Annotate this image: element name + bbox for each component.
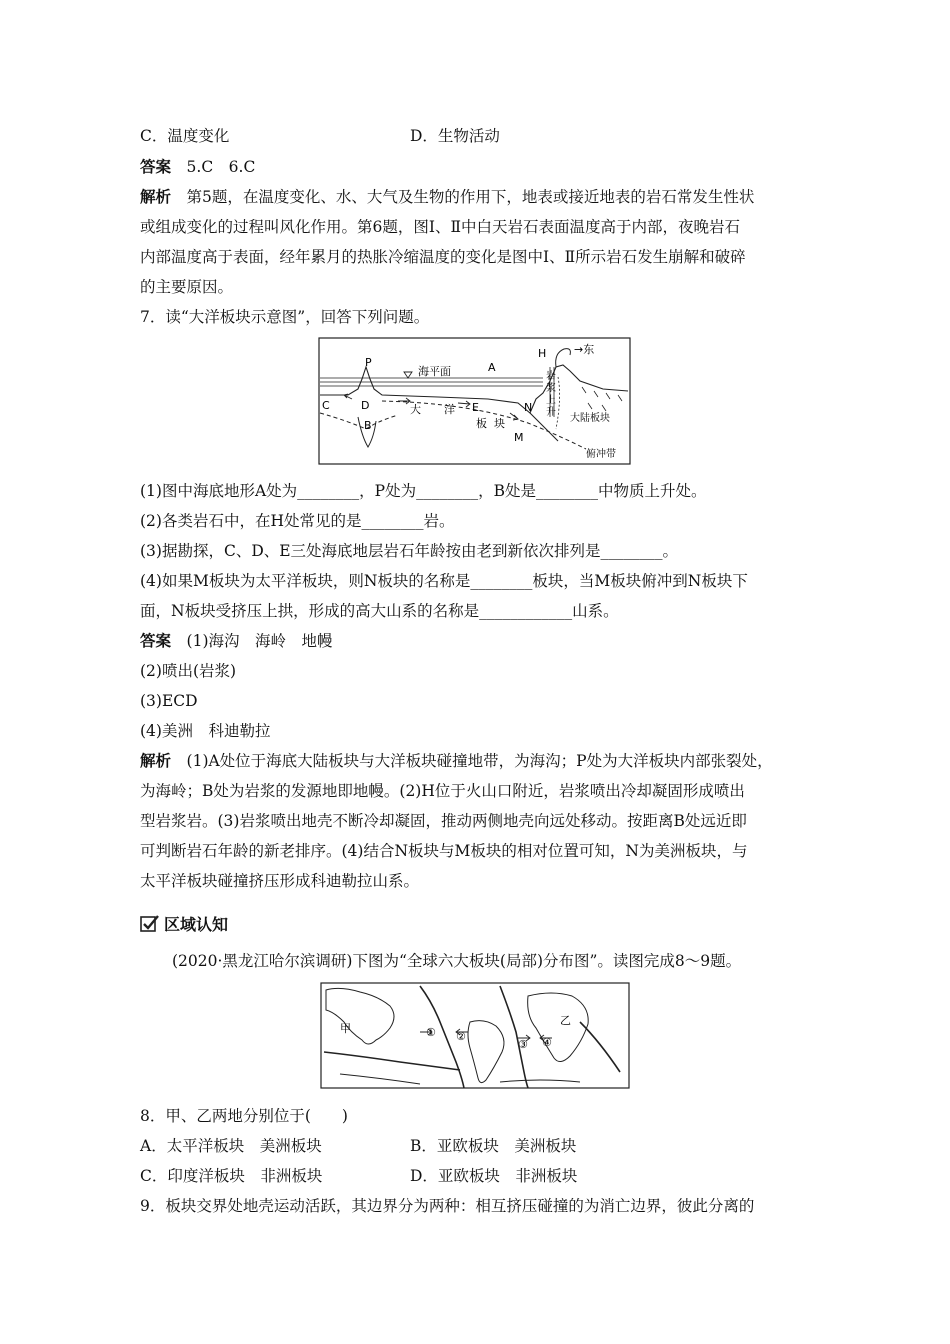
label-magma-3: 上: [546, 395, 556, 406]
label-subduction: 俯冲带: [586, 449, 616, 460]
label-M: M: [514, 431, 524, 444]
analysis-7-line-1: [140, 751, 773, 771]
q6-option-c: C．温度变化: [140, 127, 230, 145]
q6-option-row: [140, 126, 500, 146]
analysis-7-line-4: 可判断岩石年龄的新老排序。(4)结合N板块与M板块的相对位置可知，N为美洲板块，与: [140, 842, 748, 860]
q6-option-d: D．生物活动: [410, 127, 500, 145]
intro-8-9: (2020·黑龙江哈尔滨调研)下图为“全球六大板块(局部)分布图”。读图完成8～9题。: [172, 952, 742, 970]
label-3: ③: [518, 1038, 528, 1051]
q8-option-c: C．印度洋板块 非洲板块: [140, 1167, 323, 1185]
q7-stem: 7．读“大洋板块示意图”，回答下列问题。: [140, 308, 430, 326]
label-magma-4: 升: [546, 407, 556, 418]
section-heading: [140, 912, 228, 935]
label-1: ①: [426, 1026, 436, 1039]
analysis-text: 第5题，在温度变化、水、大气及生物的作用下，地表或接近地表的岩石常发生性状: [186, 188, 755, 206]
label-ocean-3: 板: [476, 417, 487, 430]
answer-7-part-1: (1)海沟 海岭 地幔: [186, 632, 333, 650]
q8-option-d: D．亚欧板块 非洲板块: [410, 1167, 578, 1185]
q8-option-row-1: [140, 1136, 577, 1156]
q7-sub-3: (3)据勘探，C、D、E三处海底地层岩石年龄按由老到新依次排列是________。: [140, 542, 679, 560]
map-frame: [321, 983, 629, 1088]
label-magma-2: 浆: [546, 383, 556, 394]
label-ocean-1: 大: [410, 403, 421, 416]
label-E: E: [472, 401, 479, 414]
answer-7-part-4: (4)美洲 科迪勒拉: [140, 722, 271, 740]
label-east: →东: [574, 343, 595, 356]
answer-7: [140, 631, 333, 651]
label-sea-level: 海平面: [418, 365, 451, 378]
label-C: C: [322, 399, 330, 412]
label-ocean-2: 洋: [444, 403, 455, 416]
analysis-5-6-line-1: [140, 187, 754, 207]
analysis-7-line-2: 为海岭；B处为岩浆的发源地即地幔。(2)H位于火山口附近，岩浆喷出冷却凝固形成喷出: [140, 782, 745, 800]
answer-5-6: [140, 157, 255, 177]
label-N: N: [524, 401, 533, 414]
analysis-label: 解析: [140, 752, 172, 770]
label-H: H: [538, 347, 547, 360]
label-magma-1: 岩: [546, 371, 556, 382]
q7-sub-4: (4)如果M板块为太平洋板块，则N板块的名称是________板块，当M板块俯冲到N板块下: [140, 572, 748, 590]
q7-sub-4-cont: 面，N板块受挤压上拱，形成的高大山系的名称是____________山系。: [140, 602, 619, 620]
answer-7-part-2: (2)喷出(岩浆): [140, 662, 237, 680]
answer-label: 答案: [140, 158, 172, 176]
analysis-7-line-5: 太平洋板块碰撞挤压形成科迪勒拉山系。: [140, 872, 420, 890]
analysis-5-6-line-4: 的主要原因。: [140, 278, 234, 296]
label-jia: 甲: [340, 1022, 351, 1035]
global-plates-map: [320, 982, 630, 1089]
analysis-label: 解析: [140, 188, 172, 206]
analysis-5-6-line-3: 内部温度高于表面，经年累月的热胀冷缩温度的变化是图中Ⅰ、Ⅱ所示岩石发生崩解和破碎: [140, 248, 746, 266]
checkbox-icon: [140, 915, 160, 933]
analysis-5-6-line-2: 或组成变化的过程叫风化作用。第6题，图Ⅰ、Ⅱ中白天岩石表面温度高于内部，夜晚岩石: [140, 218, 741, 236]
label-2: ②: [456, 1030, 466, 1043]
analysis-7-line-3: 型岩浆岩。(3)岩浆喷出地壳不断冷却凝固，推动两侧地壳向远处移动。按距离B处远近即: [140, 812, 747, 830]
label-A: A: [488, 361, 496, 374]
label-4: ④: [542, 1036, 552, 1049]
q8-option-b: B．亚欧板块 美洲板块: [410, 1137, 577, 1155]
q8-option-a: A．太平洋板块 美洲板块: [140, 1137, 322, 1155]
ocean-plate-diagram: [318, 337, 631, 465]
label-yi: 乙: [560, 1014, 571, 1027]
answer-text: 5.C 6.C: [186, 158, 256, 176]
q7-sub-2: (2)各类岩石中，在H处常见的是________岩。: [140, 512, 455, 530]
label-ocean-4: 块: [494, 417, 505, 430]
answer-7-part-3: (3)ECD: [140, 692, 198, 710]
analysis-text: (1)A处位于海底大陆板块与大洋板块碰撞地带，为海沟；P处为大洋板块内部张裂处，: [186, 752, 773, 770]
label-D: D: [361, 399, 370, 412]
label-B: B: [364, 419, 372, 432]
q9-stem: 9．板块交界处地壳运动活跃，其边界分为两种：相互挤压碰撞的为消亡边界，彼此分离的: [140, 1197, 755, 1215]
answer-label: 答案: [140, 632, 172, 650]
section-title: 区域认知: [164, 915, 229, 934]
label-continental-plate: 大陆板块: [570, 413, 610, 424]
q8-option-row-2: [140, 1166, 578, 1186]
label-P: P: [365, 356, 372, 369]
q7-sub-1: (1)图中海底地形A处为________，P处为________，B处是________中物质上升处。: [140, 482, 707, 500]
q8-stem: 8．甲、乙两地分别位于( ): [140, 1107, 348, 1125]
